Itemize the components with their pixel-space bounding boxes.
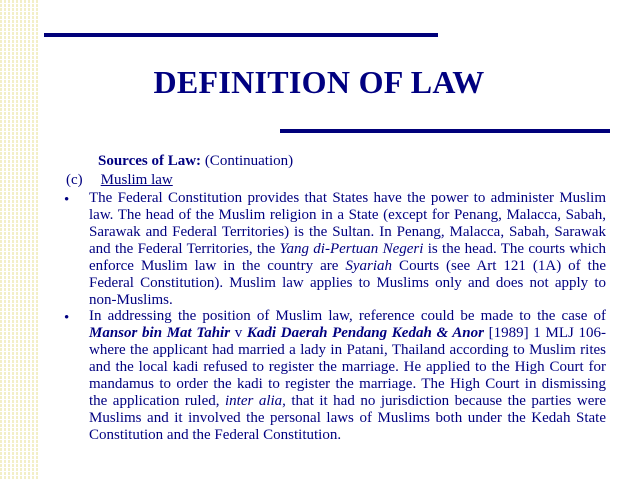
p1-text-a: The Federal Constitution provides that States have the power to administer Muslim law. The head of the Muslim religion in a State (except for Penang, Malacca, Sabah, Sarawak and Federal Territories) is the Sultan. In Penang, Malacca, Sabah, Sarawak and the Federal Territories, the — [89, 190, 606, 257]
bullet-1-glyph: • — [64, 192, 70, 208]
title-underline-bar — [280, 129, 610, 133]
top-divider-bar — [44, 33, 438, 37]
p2-italic: inter alia — [225, 393, 283, 409]
p1-italic-a: Yang di-Pertuan Negeri — [279, 241, 424, 257]
paragraph-1 — [89, 190, 606, 309]
p1-text-b: is the head. The courts which enforce Muslim law in the country are — [89, 241, 606, 274]
p2-text-b: [1989] 1 MLJ 106- where the applicant had married a lady in Patani, Thailand according to Muslim rites and the local kadi refused to register the marriage. He applied to the High Court for mandamus to order the kadi to register the marriage. The High Court in dismissing the application ruled, — [89, 325, 606, 409]
paragraph-2 — [89, 308, 606, 444]
slide-title: DEFINITION OF LAW — [153, 64, 485, 100]
p1-italic-b: Syariah — [345, 258, 393, 274]
case-name-2: Kadi Daerah Pendang Kedah & Anor — [246, 325, 484, 341]
p2-versus: v — [230, 325, 247, 341]
subheading-bold: Sources of Law: — [98, 153, 202, 169]
p2-text-c: , that it had no jurisdiction because the parties were Muslims and it involved the personal laws of Muslims both under the Kedah State Constitution and the Federal Constitution. — [89, 393, 606, 443]
p2-text-a: In addressing the position of Muslim law, reference could be made to the case of — [89, 308, 606, 324]
subheading-rest: (Continuation) — [201, 153, 294, 169]
subheading — [98, 153, 293, 170]
p1-text-c: Courts (see Art 121 (1A) of the Federal Constitution). Muslim law applies to Muslims only and does not apply to non-Muslims. — [89, 258, 606, 308]
section-label: (c) — [66, 172, 83, 188]
section-heading — [66, 172, 173, 189]
bullet-2-glyph: • — [64, 310, 70, 326]
case-name-1: Mansor bin Mat Tahir — [89, 325, 231, 341]
section-title: Muslim law — [100, 172, 173, 188]
